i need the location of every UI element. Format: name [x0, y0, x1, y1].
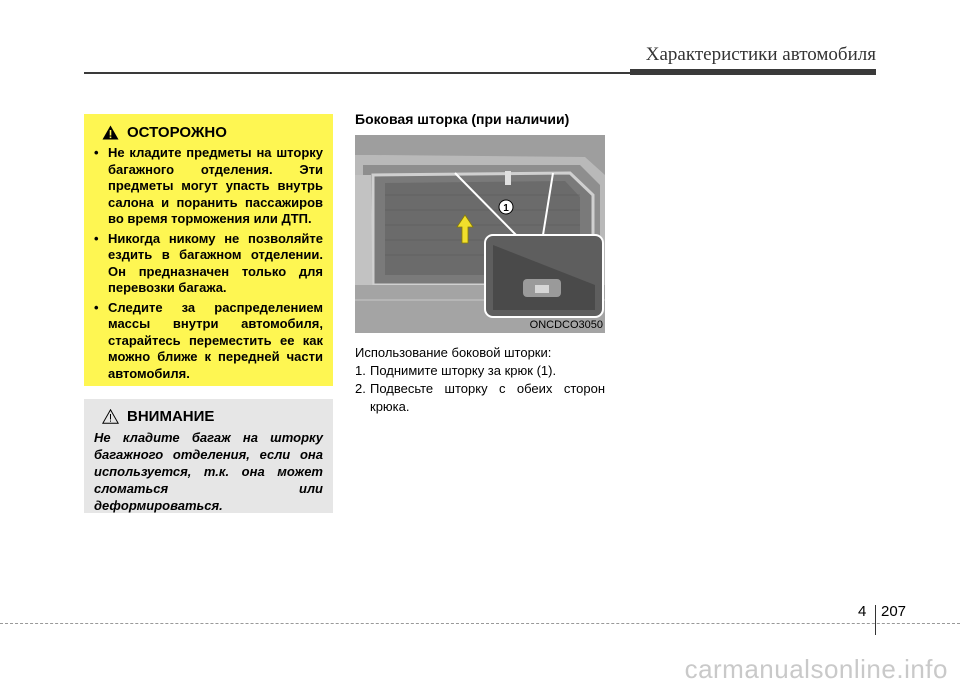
step-number: 2. — [355, 381, 366, 396]
list-item-text: Никогда никому не позволяйте ездить в багажном отделении. Он предназначен только для перевозки багажа. — [108, 230, 323, 295]
notice-heading-label: ВНИМАНИЕ — [127, 408, 215, 425]
list-item-text: Не кладите предметы на шторку багажного отделения. Эти предметы могут упасть внутрь салона и поранить пассажиров во время торможения или ДТП. — [108, 145, 323, 226]
instructions — [355, 344, 605, 416]
step-number: 1. — [355, 363, 366, 378]
section-title: Боковая шторка (при наличии) — [355, 111, 570, 127]
footer-rule — [0, 623, 960, 624]
notice-body: Не кладите багаж на шторку багажного отделения, если она используется, т.к. она может сломаться или деформироваться. — [94, 430, 323, 513]
page-number: 207 — [881, 603, 907, 620]
callout-number: 1 — [503, 203, 509, 214]
list-item: • Следите за распределением массы внутри автомобиля, старайтесь переместить ее как можно ближе к передней части автомобиля. — [94, 299, 323, 381]
list-item — [355, 362, 605, 380]
step-text: Подвесьте шторку с обеих сторон крюка. — [370, 381, 605, 414]
notice-heading — [102, 408, 323, 425]
page-header-title: Характеристики автомобиля — [645, 44, 876, 65]
header-rule — [84, 72, 630, 74]
step-text: Поднимите шторку за крюк (1). — [370, 363, 557, 378]
figure-code: ONCDCO3050 — [529, 319, 603, 331]
warning-heading — [102, 124, 323, 141]
instructions-intro: Использование боковой шторки: — [355, 345, 552, 360]
warning-heading-label: ОСТОРОЖНО — [127, 124, 227, 141]
watermark: carmanualsonline.info — [684, 654, 948, 684]
side-curtain-illustration — [355, 135, 605, 333]
header-rule-accent — [630, 69, 876, 75]
list-item-text: Следите за распределением массы внутри автомобиля, старайтесь переместить ее как можно ближе к передней части автомобиля. — [108, 299, 323, 381]
warning-triangle-icon — [102, 125, 119, 140]
notice-box — [84, 399, 333, 513]
warning-box — [84, 114, 333, 386]
caution-triangle-icon — [102, 409, 119, 424]
list-item — [355, 380, 605, 416]
list-item: • Никогда никому не позволяйте ездить в багажном отделении. Он предназначен только для перевозки багажа. — [94, 230, 323, 295]
side-curtain-figure — [355, 135, 605, 333]
instructions-steps — [355, 362, 605, 416]
warning-list — [94, 145, 323, 382]
chapter-number: 4 — [858, 603, 867, 620]
list-item: • Не кладите предметы на шторку багажного отделения. Эти предметы могут упасть внутрь салона и поранить пассажиров во время торможения или ДТП. — [94, 145, 323, 226]
page-number-divider — [875, 605, 876, 635]
